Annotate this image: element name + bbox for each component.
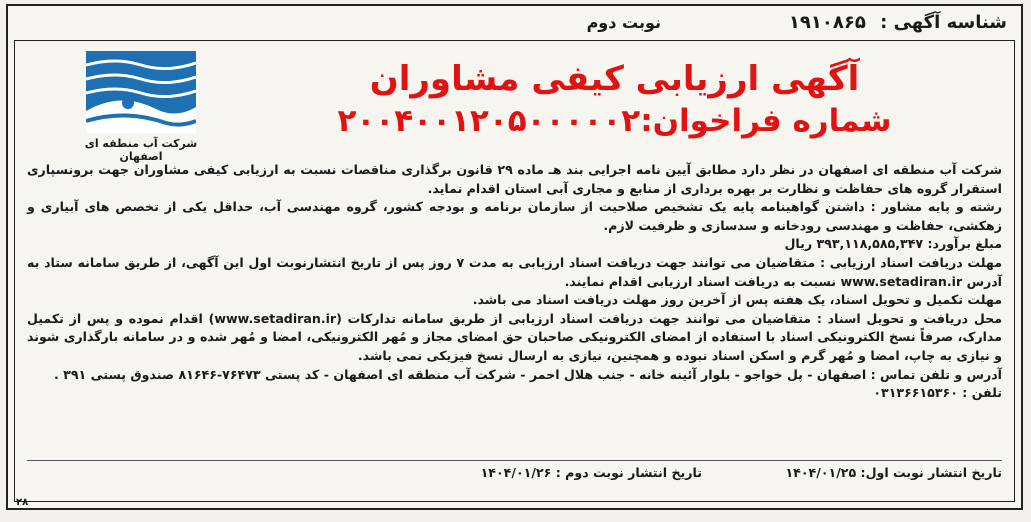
phone-label: تلفن : (962, 385, 1002, 401)
field-label: رشته و پایه مشاور : (870, 199, 1003, 215)
ad-body-box (14, 40, 1015, 502)
company-logo (67, 51, 215, 163)
estimate-label: مبلغ برآورد: (927, 236, 1002, 252)
estimate-paragraph (27, 235, 1002, 254)
water-logo-icon (86, 51, 196, 133)
deadline-text: متقاضیان می توانند جهت دریافت اسناد ارزیابی به مدت ۷ روز پس از تاریخ انتشارنوبت اول این آگهی، از طریق سامانه ستاد به آدرس www.setadiran.ir نسبت به دریافت اسناد ارزیابی اقدام نمایند. (27, 254, 1002, 289)
intro-paragraph: شرکت آب منطقه ای اصفهان در نظر دارد مطابق آیین نامه اجرایی بند هـ ماده ۲۹ قانون برگذاری مناقصات نسبت به ارزیابی کیفی مشاوران جهت برونسپاری استقرار گروه های حفاظت و نظارت بر بهره برداری از منابع و مجاری آبی استان اقدام نماید. (27, 162, 1002, 196)
ad-text (27, 161, 1002, 403)
turn-label: نوبت دوم (586, 13, 661, 32)
delivery-text: متقاضیان می توانند جهت دریافت اسناد ارزیابی از طریق سامانه تدارکات (www.setadiran.ir) اقدام نموده و پس از تکمیل مدارک، صرفاً نسخ الکترونیکی اسناد با استفاده از امضای الکترونیکی صاحبان حق امضای مجاز و مُهر الکترونیکی، امضا و مُهر شده و در سامانه بارگذاری شوند و نیازی به چاپ، امضا و مُهر گرم و اسکن اسناد نبوده و همچنین، نیازی به ارسال نسخ فیزیکی نمی باشد. (27, 310, 1002, 363)
delivery-paragraph (27, 310, 1002, 366)
ad-id-label: شناسه آگهی : (880, 12, 1007, 33)
logo-caption: شرکت آب منطقه ای اصفهان (84, 137, 198, 163)
second-publication-date: تاریخ انتشار نوبت دوم : ۱۴۰۴/۰۱/۲۶ (480, 465, 702, 480)
publication-dates (27, 465, 1002, 485)
first-publication-date: تاریخ انتشار نوبت اول: ۱۴۰۴/۰۱/۲۵ (785, 465, 1002, 480)
ad-frame (6, 4, 1023, 510)
address-label: آدرس و تلفن تماس : (870, 366, 1002, 382)
phone-value: ۰۳۱۳۶۶۱۵۳۶۰ (873, 385, 958, 401)
address-paragraph (27, 366, 1002, 385)
title-line-2: شماره فراخوان:۲۰۰۴۰۰۱۲۰۵۰۰۰۰۰۲ (337, 103, 892, 139)
deadline-label: مهلت دریافت اسناد ارزیابی : (819, 254, 1003, 270)
ad-header (8, 6, 1021, 38)
address-text: اصفهان - پل خواجو - بلوار آئینه خانه - جنب هلال احمر - شرکت آب منطقه ای اصفهان - کد پستی ۷۶۴۷۳-۸۱۶۴۶ صندوق پستی ۳۹۱ . (53, 366, 867, 382)
title-line-1: آگهی ارزیابی کیفی مشاوران (369, 59, 860, 99)
footer-divider (27, 460, 1002, 461)
delivery-label: محل دریافت و تحویل اسناد : (816, 310, 1002, 326)
phone-paragraph (27, 384, 1002, 403)
ad-id (789, 12, 1007, 33)
completion-paragraph: مهلت تکمیل و تحویل اسناد، یک هفته پس از آخرین روز مهلت دریافت اسناد می باشد. (472, 292, 1002, 308)
page-number: ۲۸ (16, 497, 29, 508)
field-paragraph (27, 198, 1002, 235)
ad-id-value: ۱۹۱۰۸۶۵ (788, 12, 866, 33)
ad-title (275, 59, 954, 141)
field-text: داشتن گواهینامه پایه یک تشخیص صلاحیت از سازمان برنامه و بودجه کشور، گروه مهندسی آب، حداقل یکی از تخصص های آبیاری و زهکشی، حفاظت و مهندسی رودخانه و سدسازی و ظرفیت لازم. (27, 199, 1002, 233)
deadline-paragraph (27, 254, 1002, 291)
estimate-text: ۳۹۳,۱۱۸,۵۸۵,۳۴۷ ریال (784, 236, 924, 252)
